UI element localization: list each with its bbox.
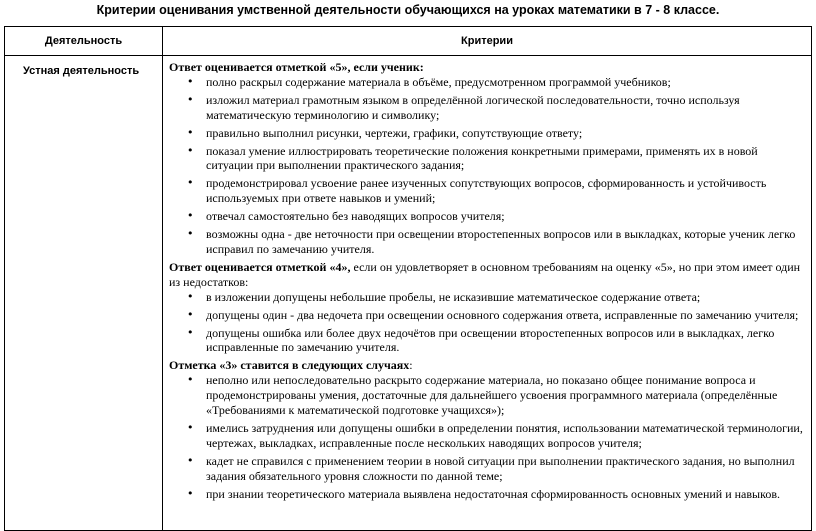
list-item: • в изложении допущены небольшие пробелы, не исказившие математическое содержание ответа;	[206, 290, 805, 305]
criteria-list	[169, 75, 805, 257]
column-header-activity: Деятельность	[5, 27, 163, 56]
list-item: • отвечал самостоятельно без наводящих вопросов учителя;	[206, 209, 805, 224]
list-item: • допущены ошибка или более двух недочётов при освещении второстепенных вопросов или в выкладках, легко исправленные по замечанию учителя.	[206, 326, 805, 356]
section-heading-rest: :	[409, 358, 413, 373]
table-row	[5, 56, 812, 531]
criteria-section	[169, 358, 805, 501]
section-heading-rest: если он удовлетворяет в основном требованиям на оценку «5», но при этом имеет один из недостатков:	[169, 259, 801, 289]
criteria-table	[4, 26, 812, 531]
section-heading-bold: Отметка «3» ставится в следующих случаях	[169, 358, 410, 373]
criteria-section	[169, 260, 805, 355]
list-item: • продемонстрировал усвоение ранее изученных сопутствующих вопросов, сформированность и устойчивость используемых при ответе навыков и умений;	[206, 176, 805, 206]
criteria-cell	[163, 56, 812, 531]
criteria-list	[169, 373, 805, 501]
list-item: • неполно или непоследовательно раскрыто содержание материала, но показано общее понимание вопроса и продемонстрированы умения, достаточные для дальнейшего усвоения программного материала (определённые «Требованиями к математической подготовке учащихся»);	[206, 373, 805, 418]
list-item: • полно раскрыл содержание материала в объёме, предусмотренном программой учебников;	[206, 75, 805, 90]
list-item: • правильно выполнил рисунки, чертежи, графики, сопутствующие ответу;	[206, 126, 805, 141]
criteria-list	[169, 290, 805, 356]
section-heading	[169, 60, 805, 75]
criteria-sections	[169, 60, 805, 501]
section-heading-bold: Ответ оценивается отметкой «4»,	[169, 259, 351, 274]
table-header-row	[5, 27, 812, 56]
column-header-criteria: Критерии	[163, 27, 812, 56]
list-item: • при знании теоретического материала выявлена недостаточная сформированность основных умений и навыков.	[206, 487, 805, 502]
list-item: • допущены один - два недочета при освещении основного содержания ответа, исправленные по замечанию учителя;	[206, 308, 805, 323]
list-item: • изложил материал грамотным языком в определённой логической последовательности, точно используя математическую терминологию и символику;	[206, 93, 805, 123]
list-item: • возможны одна - две неточности при освещении второстепенных вопросов или в выкладках, которые ученик легко исправил по замечанию учителя.	[206, 227, 805, 257]
page-title: Критерии оценивания умственной деятельности обучающихся на уроках математики в 7 - 8 классе.	[96, 3, 720, 17]
list-item: • имелись затруднения или допущены ошибки в определении понятия, использовании математической терминологии, чертежах, выкладках, исправленные после нескольких наводящих вопросов учителя;	[206, 421, 805, 451]
activity-cell: Устная деятельность	[5, 56, 163, 531]
section-heading-bold: Ответ оценивается отметкой «5», если ученик:	[169, 60, 424, 74]
list-item: • показал умение иллюстрировать теоретические положения конкретными примерами, применять их в новой ситуации при выполнении практического задания;	[206, 144, 805, 174]
section-heading	[169, 260, 805, 290]
list-item: • кадет не справился с применением теории в новой ситуации при выполнении практического задания, но выполнил задания обязательного уровня сложности по данной теме;	[206, 454, 805, 484]
criteria-section	[169, 60, 805, 257]
section-heading	[169, 358, 805, 373]
